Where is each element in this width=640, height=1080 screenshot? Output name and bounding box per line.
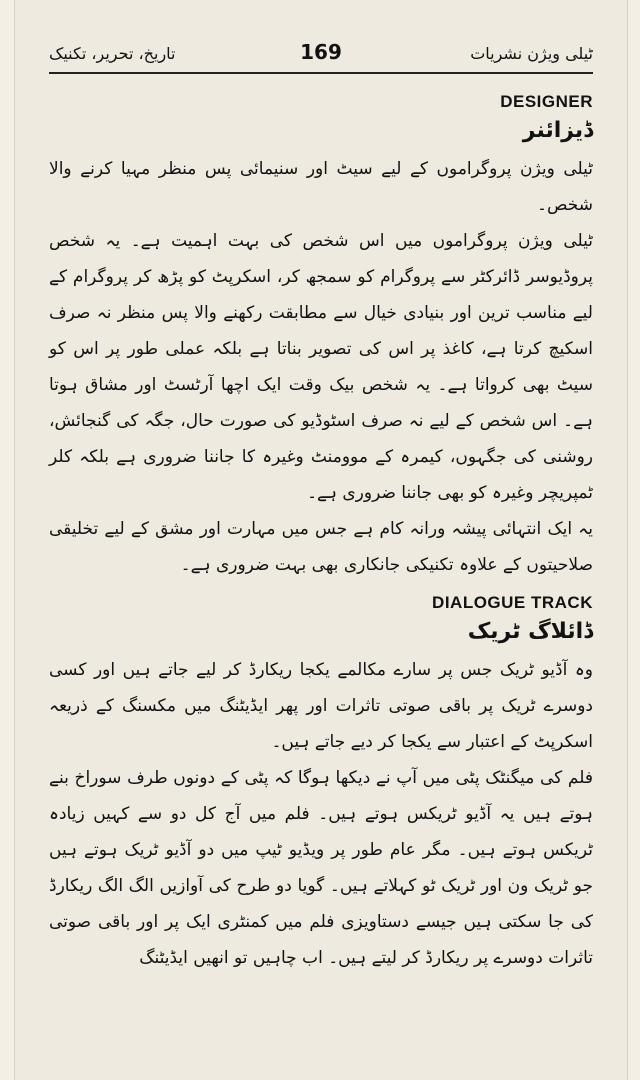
paragraph: یہ ایک انتہائی پیشہ ورانہ کام ہے جس میں مہارت اور مشق کے لیے تخلیقی صلاحیتوں کے علاوہ تکنیکی جانکاری بھی بہت ضروری ہے۔ <box>49 519 593 575</box>
paragraph: فلم کی میگنٹک پٹی میں آپ نے دیکھا ہوگا کہ پٹی کے دونوں طرف سوراخ بنے ہوتے ہیں یہ آڈیو ٹریکس ہوتے ہیں۔ فلم میں آج کل دو سے کہیں زیادہ ٹریکس ہوتے ہیں۔ مگر عام طور پر ویڈیو ٹیپ میں دو آڈیو ٹریک ہوتے ہیں جو ٹریک ون اور ٹریک ٹو کہلاتے ہیں۔ گویا دو طرح کی آوازیں الگ الگ ریکارڈ کی جا سکتی ہیں جیسے دستاویزی فلم میں کمنٹری ایک پر اور باقی صوتی تاثرات دوسرے پر ریکارڈ کر لیتے ہیں۔ اب چاہیں تو انھیں ایڈیٹنگ <box>49 768 593 968</box>
section-english-heading: DIALOGUE TRACK <box>432 593 593 612</box>
section-dialogue-track <box>49 593 593 976</box>
page-number: 169 <box>300 40 342 64</box>
paragraph: ٹیلی ویژن پروگراموں میں اس شخص کی بہت اہمیت ہے۔ یہ شخص پروڈیوسر ڈائرکٹر سے پروگرام کو سمجھ کر، اسکرپٹ کو پڑھ کر پروگرام کے لیے مناسب ترین اور بنیادی خیال سے مطابقت رکھنے والا پس منظر نہ صرف اسکیچ کرتا ہے، کاغذ پر اس کی تصویر بناتا ہے بلکہ عملی طور پر اس کو سیٹ بھی کرواتا ہے۔ یہ شخص بیک وقت ایک اچھا آرٹسٹ اور مشاق ہوتا ہے۔ اس شخص کے لیے نہ صرف اسٹوڈیو کی صورت حال، جگہ کی گنجائش، روشنی کی جگہوں، کیمرہ کے موومنٹ وغیرہ کا جاننا ضروری ہے بلکہ کلر ٹمپریچر وغیرہ کو بھی جاننا ضروری ہے۔ <box>49 231 593 503</box>
running-header <box>49 36 593 74</box>
book-page <box>14 0 628 1080</box>
section-urdu-heading: ڈیزائنر <box>522 118 593 143</box>
section-english-heading: DESIGNER <box>500 92 593 111</box>
paragraph: وہ آڈیو ٹریک جس پر سارے مکالمے یکجا ریکارڈ کر لیے جاتے ہیں اور کسی دوسرے ٹریک پر باقی صوتی تاثرات اور پھر ایڈیٹنگ میں مکسنگ کے ذریعہ اسکرپٹ کے اعتبار سے یکجا کر دیے جاتے ہیں۔ <box>49 660 593 752</box>
paragraph: ٹیلی ویژن پروگراموں کے لیے سیٹ اور سنیمائی پس منظر مہیا کرنے والا شخص۔ <box>49 159 593 215</box>
page-content <box>49 88 593 976</box>
section-designer <box>49 92 593 583</box>
header-right-title: ٹیلی ویژن نشریات <box>470 44 593 63</box>
section-urdu-heading: ڈائلاگ ٹریک <box>467 619 593 644</box>
header-left-title: تاریخ، تحریر، تکنیک <box>49 44 176 63</box>
